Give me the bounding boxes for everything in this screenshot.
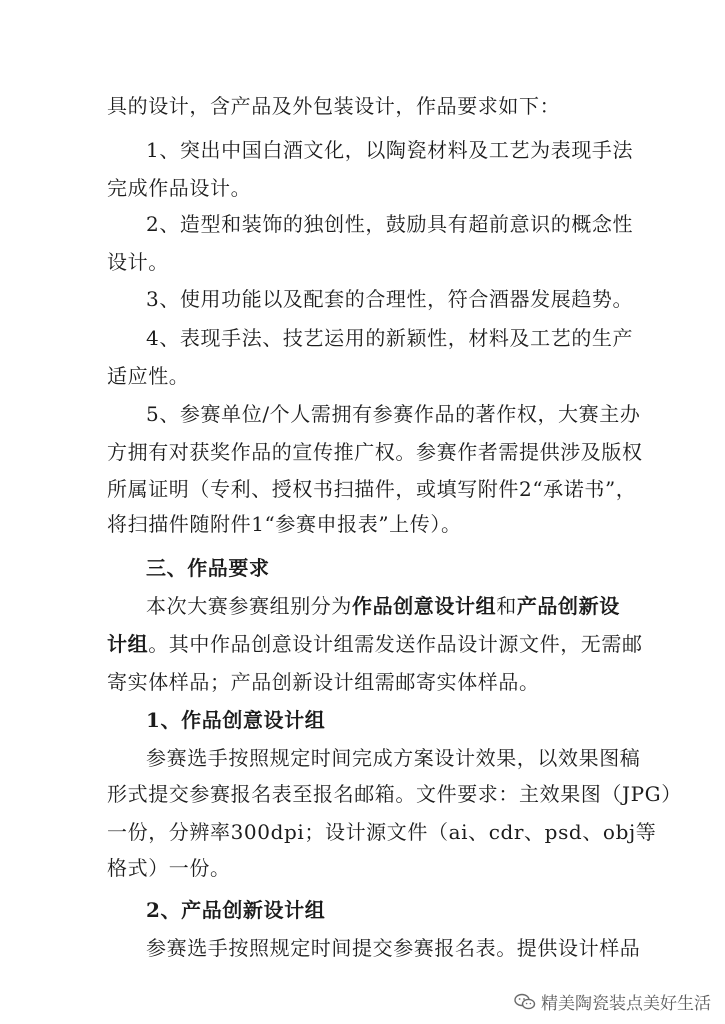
text-line: 适应性。 (107, 364, 190, 388)
groups-and: 和 (496, 594, 517, 618)
text-line (0, 632, 725, 656)
text-line: 寄实体样品；产品创新设计组需邮寄实体样品。 (107, 670, 540, 694)
requirement-5: 5、参赛单位/个人需拥有参赛作品的著作权，大赛主办 (146, 402, 641, 426)
watermark (514, 989, 711, 1014)
group-product-innovation-end: 计组 (107, 632, 149, 656)
groups-prefix: 本次大赛参赛组别分为 (146, 594, 352, 618)
groups-line (0, 594, 725, 618)
subsection-heading-2: 2、产品创新设计组 (146, 898, 326, 922)
text-line-rest: 。其中作品创意设计组需发送作品设计源文件，无需邮 (148, 632, 643, 656)
watermark-text: 精美陶瓷装点美好生活 (541, 994, 711, 1014)
group-product-innovation: 产品创新设 (516, 594, 620, 618)
requirement-1: 1、突出中国白酒文化，以陶瓷材料及工艺为表现手法 (146, 138, 634, 162)
requirement-4: 4、表现手法、技艺运用的新颖性，材料及工艺的生产 (146, 326, 634, 350)
text-line: 所属证明（专利、授权书扫描件，或填写附件2“承诺书”， (107, 477, 637, 501)
group-creative-design: 作品创意设计组 (352, 594, 497, 618)
wechat-icon (514, 993, 536, 1011)
text-line: 形式提交参赛报名表至报名邮箱。文件要求：主效果图（JPG） (107, 782, 682, 806)
text-line: 参赛选手按照规定时间完成方案设计效果，以效果图稿 (146, 746, 641, 770)
text-line: 设计。 (107, 250, 169, 274)
text-line: 将扫描件随附件1“参赛申报表”上传）。 (107, 512, 462, 536)
text-line: 参赛选手按照规定时间提交参赛报名表。提供设计样品 (146, 936, 641, 960)
text-line: 具的设计，含产品及外包装设计，作品要求如下： (107, 94, 561, 118)
requirement-2: 2、造型和装饰的独创性，鼓励具有超前意识的概念性 (146, 212, 634, 236)
text-line: 一份，分辨率300dpi；设计源文件（ai、cdr、psd、obj等 (107, 820, 657, 844)
text-line: 格式）一份。 (107, 856, 231, 880)
subsection-heading-1: 1、作品创意设计组 (146, 708, 326, 732)
text-line: 方拥有对获奖作品的宣传推广权。参赛作者需提供涉及版权 (107, 440, 643, 464)
requirement-3: 3、使用功能以及配套的合理性，符合酒器发展趋势。 (146, 287, 634, 311)
section-heading: 三、作品要求 (146, 556, 270, 580)
text-line: 完成作品设计。 (107, 176, 252, 200)
